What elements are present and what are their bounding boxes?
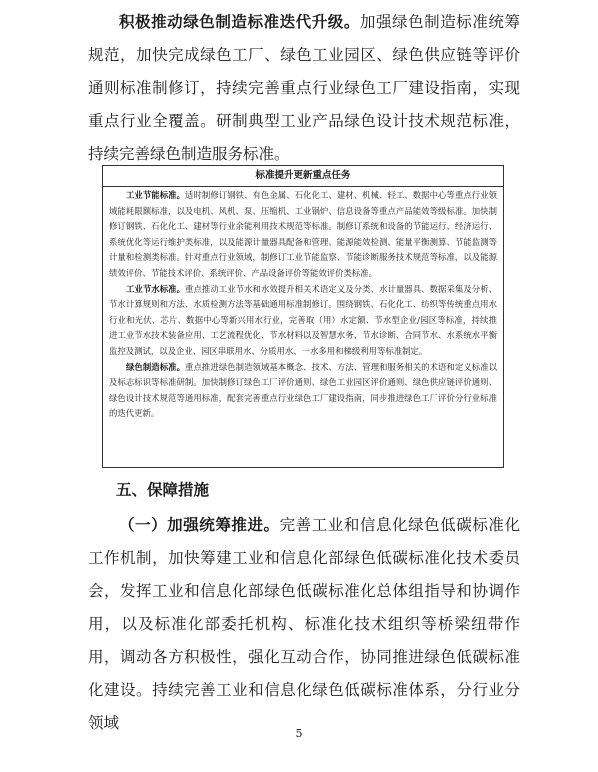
paragraph-text: 加强绿色制造标准统筹规范，加快完成绿色工厂、绿色工业园区、绿色供应链等评价通则标准制修订，持续完善重点行业绿色工厂建设指南，实现重点行业全覆盖。研制典型工业产品绿色设计技术规范标准，持续完善绿色制造服务标准。: [88, 13, 520, 163]
key-tasks-box: [102, 165, 504, 468]
box-item-lead: 绿色制造标准。: [126, 361, 186, 372]
page-number: 5: [295, 727, 303, 740]
box-title: 标准提升更新重点任务: [103, 166, 503, 187]
paragraph-green-manufacturing: [88, 5, 520, 171]
box-item-text: 重点推进绿色制造领域基本概念、技术、方法、管理和服务相关的术语和定义标准以及标志标识等标准研制。加快制修订绿色工厂评价通则、绿色工业园区评价通则、绿色供应链评价通则、绿色设计技术规范等通用标准，配套完善重点行业绿色工厂建设指南，同步推进绿色工厂评价分行业标准的迭代更新。: [109, 361, 498, 419]
paragraph-lead: （一）加强统筹推进。: [119, 515, 280, 534]
box-item-lead: 工业节水标准。: [126, 283, 186, 294]
box-item-green-manufacturing: [109, 360, 497, 422]
paragraph-coordination: [88, 508, 520, 740]
box-item-energy-saving: [109, 188, 497, 282]
box-item-text: 适时制修订钢铁、有色金属、石化化工、建材、机械、轻工、数据中心等重点行业领域能耗限额标准，以及电机、风机、泵、压缩机、工业锅炉、信息设备等重点产品能效等级标准。加快制修订钢铁、石化化工、建材等行业余能利用技术规范等标准。制修订系统和设备的节能运行、经济运行、系统优化等运行维护类标准，以及能源计量器具配备和管理、能源能效检测、能量平衡测算、节能监测等计量和检测类标准。针对重点行业领域，制修订工业节能监察、节能诊断服务技术规范等标准，以及能源绩效评价、节能技术评价、系统评价、产品设备评价等能效评价类标准。: [109, 190, 498, 278]
paragraph-text: 完善工业和信息化绿色低碳标准化工作机制，加快筹建工业和信息化部绿色低碳标准化技术委员会，发挥工业和信息化部绿色低碳标准化总体组指导和协调作用，以及标准化部委托机构、标准化技术组织等桥梁纽带作用，调动各方积极性，强化互动合作，协同推进绿色低碳标准化建设。持续完善工业和信息化绿色低碳标准体系，分行业分领域: [88, 516, 520, 732]
paragraph-lead: 积极推动绿色制造标准迭代升级。: [119, 12, 360, 31]
box-item-lead: 工业节能标准。: [126, 190, 186, 200]
box-item-text: 重点推动工业节水和水效提升相关术语定义及分类、水计量器具、数据采集及分析、节水计算规则和方法、水质检测方法等基础通用标准制修订。围绕钢铁、石化化工、纺织等传统重点用水行业和光伏、芯片、数据中心等新兴用水行业，完善取（用）水定额、节水型企业/园区等标准，持续推进工业节水技术装备应用、工艺流程优化、节水材料以及智慧水务、节水诊断、合同节水、水系统水平衡监控及测试，以及企业、园区串联用水、分质用水、一水多用和梯级利用等标准制定。: [109, 283, 498, 356]
box-body: [103, 187, 503, 422]
box-item-water-saving: [109, 282, 497, 360]
section-heading: 五、保障措施: [116, 481, 210, 499]
